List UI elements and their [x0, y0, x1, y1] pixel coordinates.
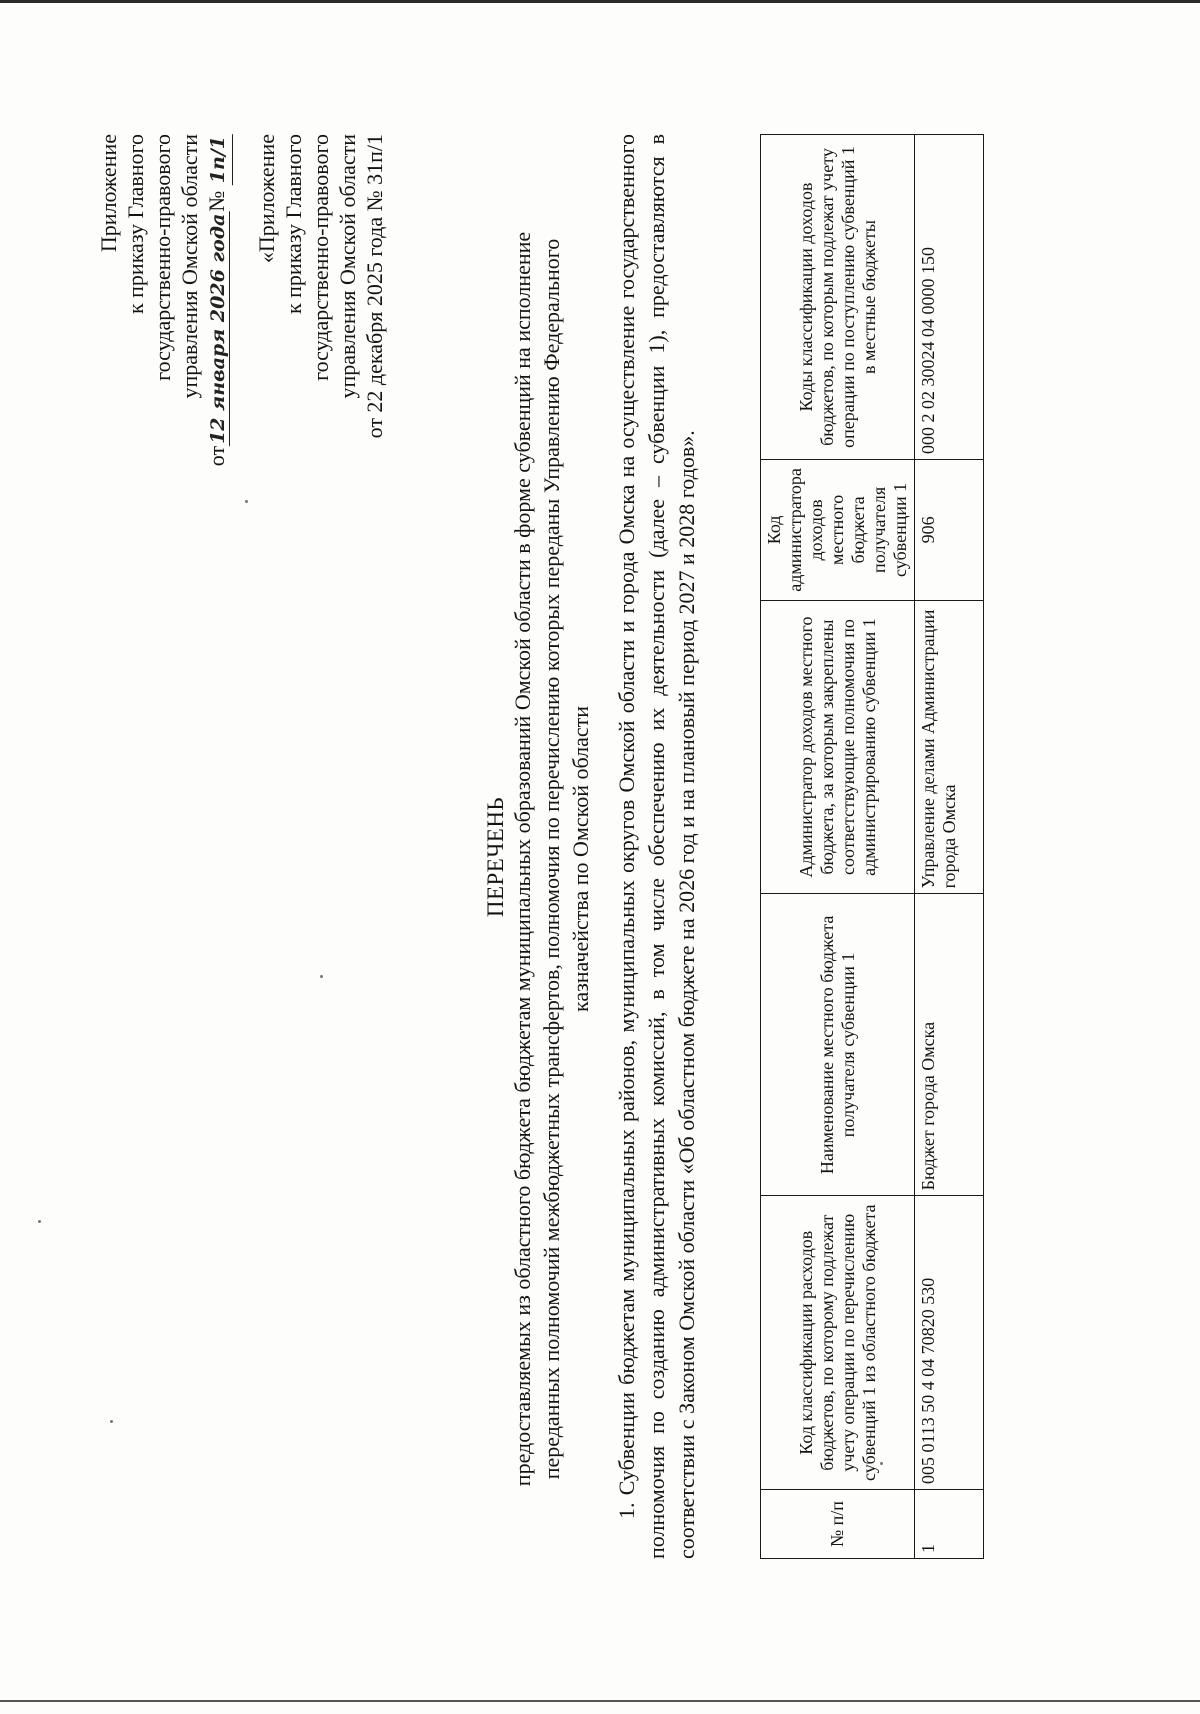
date-prefix: от: [204, 445, 229, 467]
cell-administrator: Управление делами Администрации города Омска: [915, 600, 984, 894]
header-budget-name: Наименование местного бюджета получателя субвенции 1: [761, 894, 915, 1196]
header-administrator: Администратор доходов местного бюджета, за которым закреплены соответствующие полномочия по администрированию субвенции 1: [761, 600, 915, 894]
appendix-new-line2: к приказу Главного: [123, 134, 148, 315]
appendix-old-line1: «Приложение: [254, 134, 279, 264]
appendix-spacer: [233, 134, 253, 466]
appendix-new-line1: Приложение: [96, 134, 121, 253]
header-income-code: Коды классификации доходов бюджетов, по которым подлежат учету операции по поступлению субвенций 1 в местные бюджеты: [761, 135, 915, 460]
handwritten-number: 1п/1: [205, 134, 233, 185]
subventions-table: [760, 134, 984, 1559]
table-header-row: [761, 135, 915, 1559]
appendix-old-line3: государственно-правового: [308, 134, 333, 381]
header-num: № п/п: [761, 1490, 915, 1559]
appendix-old-line4: управления Омской области: [335, 134, 360, 399]
appendix-old-line2: к приказу Главного: [281, 134, 306, 315]
appendix-new-line3: государственно-правового: [150, 134, 175, 381]
cell-income-code: 000 2 02 30024 04 0000 150: [915, 135, 984, 460]
number-prefix: №: [204, 190, 229, 212]
paragraph-1: 1. Субвенции бюджетам муниципальных районов, муниципальных округов Омской области и города Омска на осуществление государственного полномочия по созданию административных комиссий, в том числе обеспечению их деятельности (далее – субвенции 1), предоставляются в соответствии с Законом Омской области «Об областном бюджете на 2026 год и на плановый период 2027 и 2028 годов».: [614, 134, 699, 1559]
appendix-new-date-line: [203, 134, 233, 466]
cell-admin-code: 906: [915, 460, 984, 601]
handwritten-date: 12 января 2026 года: [207, 213, 229, 444]
appendix-new: [95, 134, 388, 466]
cell-num: 1: [915, 1490, 984, 1559]
header-expense-code: Код классификации расходов бюджетов, по которому подлежат учету операции по перечислению субвенций 1 из областного бюджета: [761, 1196, 915, 1490]
cell-budget-name: Бюджет города Омска: [915, 894, 984, 1196]
header-admin-code: Код администратора доходов местного бюджета получателя субвенции 1: [761, 460, 915, 601]
document-subtitle: предоставляемых из областного бюджета бюджетам муниципальных образований Омской области в форме субвенций на исполнение переданных полномочий межбюджетных трансфертов, полномочия по перечислению которых переданы Управлению Федерального казначейства по Омской области: [510, 231, 593, 1487]
table-row: [915, 135, 984, 1559]
appendix-new-line4: управления Омской области: [177, 134, 202, 399]
cell-expense-code: 005 0113 50 4 04 70820 530: [915, 1196, 984, 1490]
appendix-old-line5: от 22 декабря 2025 года № 31п/1: [362, 134, 387, 439]
document-title: ПЕРЕЧЕНЬ: [483, 796, 508, 918]
